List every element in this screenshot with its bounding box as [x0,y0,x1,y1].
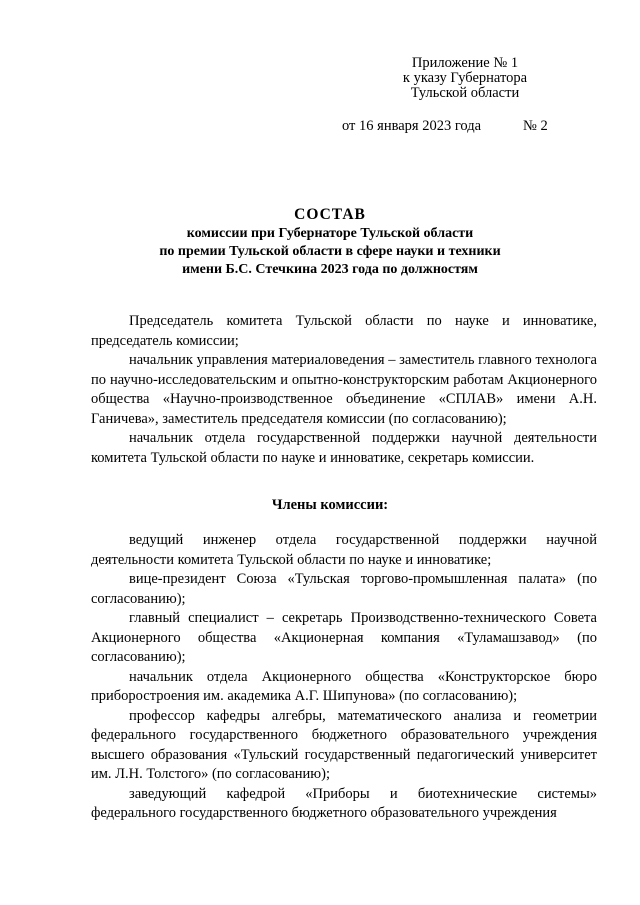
leadership-item-chair: Председатель комитета Тульской области по науке и инноватике, председатель комиссии; [91,313,597,349]
appendix-header [380,56,550,101]
member-item: заведующий кафедрой «Приборы и биотехнические системы» федерального государственного бюджетного образовательного учреждения [91,785,597,821]
document-title [90,206,570,279]
member-item: начальник отдела Акционерного общества «Конструкторское бюро приборостроения им. академика А.Г. Шипунова» (по согласованию); [91,668,597,704]
member-item: ведущий инженер отдела государственной поддержки научной деятельности комитета Тульской области по науке и инноватике; [91,532,597,568]
order-number: № 2 [523,118,548,134]
title-main: СОСТАВ [294,206,366,223]
members-list [91,531,597,824]
member-item: главный специалист – секретарь Производственно-технического Совета Акционерного общества «Акционерная компания «Туламашзавод» (по согласованию); [91,610,597,665]
title-line: по премии Тульской области в сфере науки и техники [159,244,501,259]
appendix-line: к указу Губернатора [402,70,528,86]
member-item: профессор кафедры алгебры, математического анализа и геометрии федерального государственного бюджетного образовательного учреждения высшего образования «Тульский государственный педагогический университет им. Л.Н. Толстого» (по согласованию); [91,707,597,782]
title-line: имени Б.С. Стечкина 2023 года по должностям [182,262,478,277]
leadership-item-secretary: начальник отдела государственной поддержки научной деятельности комитета Тульской области по науке и инноватике, секретарь комиссии. [91,430,597,466]
order-date: от 16 января 2023 года [342,118,482,134]
member-item: вице-президент Союза «Тульская торгово-промышленная палата» (по согласованию); [91,571,597,607]
order-reference [342,117,548,135]
title-line: комиссии при Губернаторе Тульской области [186,226,474,241]
members-heading: Члены комиссии: [271,497,389,513]
appendix-line: Приложение № 1 [411,55,519,71]
appendix-line: Тульской области [410,85,520,101]
leadership-item-deputy: начальник управления материаловедения – заместитель главного технолога по научно-исследовательским и опытно-конструкторским работам Акционерного общества «Научно-производственное объединение «СПЛАВ» имени А.Н. Ганичева», заместитель председателя комиссии (по согласованию); [91,352,597,427]
leadership-list [91,312,597,468]
